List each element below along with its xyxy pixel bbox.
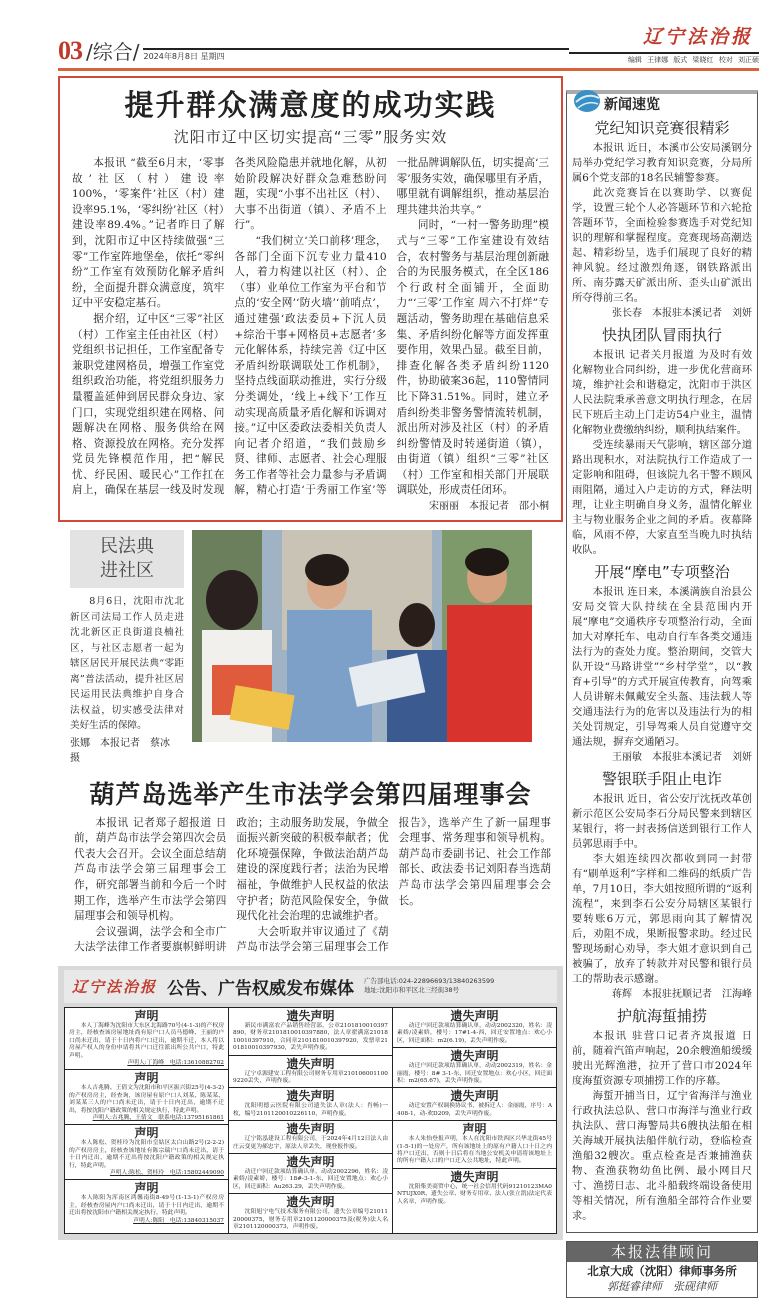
- header-left: [58, 36, 569, 66]
- notice-title: 遗失声明: [450, 1169, 499, 1184]
- law-firm: 北京大成（沈阳）律师事务所: [587, 1264, 737, 1278]
- ads-slogan: 公告、广告权威发布媒体: [167, 978, 355, 999]
- paragraph: 本报讯 “截至6月末，‘零事故’社区（村）建设率100%，‘零案件’社区（村）建设率95.1%，‘零纠纷’社区（村）建设率89.4%。”记者昨日了解到，沈阳市辽中区持续做强“三零”工作室阵地堡垒，依托“零纠纷”工作室有效预防化解矛盾纠纷，全面提升群众满意度，筑牢辽中平安稳定基石。: [72, 157, 225, 310]
- lead-headline: 提升群众满意度的成功实践: [124, 88, 497, 122]
- photo-title-line: 民法典: [100, 536, 154, 558]
- notice-signature: 声明人:吉兆腾、王倩文 联系电话:13795161861: [92, 1114, 224, 1121]
- photo-caption: 8月6日，沈阳市沈北新区司法局工作人员走进沈北新区正良街道良楠社区，与社区志愿者一起为辖区居民开展民法典“零距离”普法活动，提升社区居民运用民法典维护自身合法权益，切实感受法律对美好生活的保障。: [70, 596, 184, 732]
- notice-body: 沈阳明德云医院有限公司遗失法人章(法人：肖畅)一枚，编号2101120010226110，声明作废。: [233, 1103, 388, 1117]
- paragraph: 本报讯 连日来，本溪满族自治县公安局交管大队持续在全县范围内开展“摩电”交通秩序专项整治行动，全面加大对摩托车、电动自行车各类交通违法行为的查处力度。整治期间，交管大队开设“马路讲堂”“乡村学堂”，以“教育+引导”的方式开展宣传教育，向驾乘人员讲解未佩戴安全头盔、违法载人等交通违法行为的危害以及违法行为的相关处罚规定，引导驾乘人员自觉遵守交通法规，摒弃交通陋习。: [572, 586, 752, 748]
- paragraph: 海蜇开捕当日，辽宁省海洋与渔业行政执法总队、营口市海洋与渔业行政执法队、营口海警局共6艘执法船在相关海域开展执法船伴航行动，登临检查渔船32艘次。重点检查是否兼捕渔获物、查渔获物幼鱼比例、最小网目尺寸、渔捞日志、北斗船载终端设备使用等相关情况，所有渔船全部符合作业要求。: [572, 1090, 752, 1222]
- notice-body: 动迁户回迁款项结算确认单，动动2002296，姓名：凌素娇/凌素娇，楼号：18#-3-1-东，回迁安置地点：欢心小区，回迁面积：Au263.29，丢失声明作废。: [233, 1168, 388, 1190]
- brief-article: [572, 1006, 752, 1224]
- notice-body: 新民市满富农产品销售经营部，公章2101810010397890，财务章2101810010397880，法人章翟满富2101810010397910，合同章2101810010397920，发票章2101810010397930，丢失声明作废。: [233, 1022, 388, 1052]
- photo-feature-title: [70, 530, 184, 588]
- byline: 蒋辉 本报驻抚顺记者 江海峰: [612, 989, 752, 1000]
- news-brief-heading: 新闻速览: [604, 97, 660, 113]
- legal-advisor-heading: 本报法律顾问: [567, 1242, 757, 1262]
- paragraph: 本报讯 记者郑子超报道 日前，葫芦岛市法学会第四次会员代表大会召开。会议全面总结葫芦岛市法学会第三届理事会工作，研究部署当前和今后一个时期工作，选举产生市法学会第四届理事会和领导机构。: [74, 816, 227, 923]
- photo-feature: [58, 530, 563, 766]
- notices-column: [229, 1008, 393, 1234]
- notice: [65, 1070, 228, 1125]
- notice-body: 动迁安置产权调换协议书，被拆迁人：金丽霞，序号：A408-1，动-欢D209，丢失声明作废。: [397, 1103, 552, 1117]
- notice: [229, 1008, 392, 1056]
- paragraph: “我们树立‘关口前移’理念，各部门全面下沉专业力量410人，着力构建以社区（村）、企（事）业单位工作室为平台和节点的‘安全网’‘防火墙’‘前哨点’，通过建强‘政法委员+下沉人员+综治干事+网格员+志愿者’多元化解体系，持续完善《辽中区矛盾纠纷联调联处工作机制》，坚持点线面联动推进，实行分级分类调处，‘线上+线下’工作互动实现高质量矛盾化解和诉调对接。”辽中区委政法委相关负责人向记者介绍道，“我们鼓励乡贤、律师、志愿者、社会心理服务工作者等社会力量参与矛盾调解，精心打造‘于秀丽工作室’等一批品牌调解队伍，切实提高‘三零’服务实效，确保哪里有矛盾，哪里就有调解组织，推动基层治理共建共治共享。”: [234, 157, 549, 497]
- second-headline: 葫芦岛选举产生市法学会第四届理事会: [89, 779, 532, 809]
- notice: [393, 1121, 556, 1169]
- paragraph: 受连续暴雨天气影响，辖区部分道路出现积水，对法院执行工作造成了一定影响和阻碍，但该院九名干警不顾风雨阻隔，通过入户走访的方式，释法明理，让业主明确自身义务，温情化解业主与物业服务企业之间的矛盾。夜幕降临，风雨不停，大家直至当晚九时执结收队。: [572, 439, 752, 556]
- notice: [229, 1121, 392, 1154]
- notice-body: 动迁户回迁款项结算确认单，动动2002319，姓名：金丽霞，楼号：8# 3-1-东，回迁安置地点：欢心小区，回迁面积：m2(65.67)，丢失声明作废。: [397, 1063, 553, 1084]
- notice-body: 辽宁铭泓建设工程有限公司，于2024年4月12日法人由庄云变更为郝忠宇，原法人章丢失，现登报作废。: [233, 1136, 388, 1150]
- lead-article-body: [72, 156, 549, 514]
- lead-article-frame: [58, 76, 563, 522]
- news-brief-column: [572, 118, 752, 1224]
- brief-title: 护航海蜇捕捞: [616, 1007, 707, 1025]
- editors-credit: 编辑 王律娜 版式 梁晓红 校对 刘正硕: [627, 56, 759, 64]
- notices-column: [393, 1008, 556, 1234]
- brief-article: [572, 562, 752, 765]
- second-article-body: [58, 812, 563, 956]
- notice-body: 动迁户回迁款项结算确认单，动动2002320，姓名：凌素娇/凌素娇，楼号：17#1-4-西，回迁安置地点：欢心小区，回迁面积：m2(6.19)，丢失声明作废。: [397, 1022, 552, 1044]
- notice-body: 本人丁海峰为沈阳市大东区北海路70号(4-1-3)的产权房房主，经核查该房屋地址尚有原户口人员马德峰、王丽的户口尚未迁出，请于十日内将户口迁出，逾期不迁，本人将以房屋产权人的身份申请将其户口迁往派出所公共户口，特此声明。: [69, 1022, 224, 1059]
- paragraph: 本报讯 近日，本溪市公安局溪钢分局举办党纪学习教育知识竞赛，分局所属6个党支部的18名民辅警参赛。: [572, 142, 752, 184]
- paragraph: 会议强调，法学会和全市广大法学法律工作者要旗帜鲜明讲政治；主动服务助发展，争做全面振兴新突破的积极奉献者；优化环境强保障，争做法治葫芦岛建设的深度践行者；法治为民增福祉，争做维护人民权益的依法守护者；防范风险保安全，争做现代化社会治理的忠诚维护者。: [74, 816, 389, 954]
- paragraph: 本报讯 记者关月报道 为及时有效化解物业合同纠纷，进一步优化营商环境，维护社会和谐稳定，沈阳市于洪区人民法院秉承善意文明执行理念，在居民下班后主动上门走访54户业主，温情化解物业费缴纳纠纷，顺利执结案件。: [572, 349, 752, 436]
- brief-title: 快执团队冒雨执行: [601, 326, 722, 344]
- notice-body: 本人陈松、贺桂玲为沈阳市皇姑区太白山路2号(2-2-2)的产权房房主，经核查该地址有陈宗瑞户口尚未迁出，请于十日内迁出，逾期不迁出将按沈阳户籍政策的相关规定执行，特此声明。: [69, 1140, 224, 1169]
- legal-advisor-box: [566, 1241, 758, 1298]
- byline: 宋丽丽 本报记者 邵小桐: [428, 501, 549, 513]
- notice-title: 遗失声明: [450, 1008, 499, 1023]
- header-rule: [143, 48, 569, 62]
- ads-section: [58, 966, 563, 1241]
- ads-contact: [364, 977, 494, 995]
- paragraph: 本报讯 近日，省公安厅沈抚改革创新示范区公安局李石分局民警来到辖区某银行，将一封表扬信送到银行工作人员郭思雨手中。: [572, 793, 752, 850]
- lead-subheadline: 沈阳市辽中区切实提高“三零”服务实效: [173, 128, 448, 146]
- notice: [229, 1088, 392, 1121]
- notice-title: 遗失声明: [286, 1154, 335, 1169]
- globe-icon: [572, 88, 602, 114]
- notice-title: 遗失声明: [286, 1008, 335, 1023]
- ads-address: 地址:沈阳市和平区北三经街38号: [364, 986, 459, 995]
- notice: [229, 1056, 392, 1089]
- section-name: /综合/: [86, 40, 140, 64]
- notice-signature: 声明人:陈阳 电话:13840315037: [133, 1217, 224, 1224]
- paragraph: 李大姐连续四次都收到同一封带有“刷单返利”字样和二维码的纸质广告单，7月10日，李大姐按照所谓的“返利流程”，来到李石公安分局辖区某银行要转账6万元，郭思雨向其了解情况后，劝阻不成，果断报警求助。经过民警现场耐心劝导，李大姐才意识到自己被骗了，放弃了转款并对民警和银行员工的帮助表示感谢。: [572, 853, 752, 985]
- lawyers: 郭挺睿律师 张砚律师: [607, 1280, 717, 1293]
- notices-column: [65, 1008, 229, 1234]
- issue-date: 2024年8月8日 星期四: [143, 52, 225, 61]
- news-brief-title: [572, 82, 752, 114]
- notice-body: 本人朱怡登报声明，本人在沈阳市铁西区兴华北街45号(1-5-1)的一处房产，所有该地址上的原有户籍人口十日之内将户口迁出，否则十日后将在当地公安机关申请将该地址上的所有户籍人口的户口迁入公共地址，特此声明。: [397, 1136, 552, 1165]
- notice-body: 沈阳旭宁电气技术服务有限公司，遗失公章编号2101120000375，财务专用章2101120000375及(税务)法人名章2101120000373，声明作废。: [233, 1209, 388, 1230]
- brief-title: 党纪知识竞赛很精彩: [594, 119, 730, 137]
- notice: [65, 1180, 228, 1233]
- brief-article: [572, 325, 752, 558]
- notice-title: 遗失声明: [286, 1089, 335, 1104]
- notice: [229, 1154, 392, 1194]
- notice-body: 沈阳柴美商贸中心，统一社会信用代码91210123MA0NTUJX0R，遗失公章、财务专用章、法人(张立凯)法定代表人名章，声明作废。: [397, 1183, 552, 1205]
- notice: [393, 1008, 556, 1048]
- notice-title: 声明: [134, 1008, 159, 1023]
- page-number: 03: [58, 36, 82, 65]
- brief-title: 警银联手阻止电诈: [601, 770, 722, 788]
- notice-title: 声明: [462, 1122, 487, 1137]
- news-brief-frame: [566, 90, 758, 1233]
- ads-phone: 广告部电话:024-22896693/13840263599: [364, 977, 495, 986]
- notice-body: 本人吉兆腾、王倩文为沈阳市和平区振兴街25号(4-3-2)的产权房房主，经查询，该房屋有原户口人刘某、陈某某、刘某某三人的户口尚未迁出，请于十日内迁出，逾期不迁出，将按沈阳户籍政策的相关规定执行，特此声明。: [69, 1085, 224, 1114]
- notice-title: 遗失声明: [286, 1195, 335, 1210]
- notices-grid: [64, 1007, 557, 1235]
- header-right: [569, 26, 759, 66]
- paragraph: 大会听取并审议通过了《葫芦岛市法学会第三届理事会工作报告》，选举产生了新一届理事会理事、常务理事和领导机构。葫芦岛市委副书记、社会工作部部长、政法委书记刘阳春当选葫芦岛市法学会第四届理事会会长。: [236, 816, 551, 954]
- brief-title: 开展“摩电”专项整治: [594, 563, 730, 581]
- notice-body: 辽宁卓源建安工程有限公司财务专用章2101060011009220丢失，声明作废。: [233, 1070, 388, 1084]
- page-content: [58, 76, 759, 1298]
- notice-body: 本人陈阳为浑南区鸿馨南街8-49号(1-13-1)产权房房主，经核查房屋内户口尚未迁出，请于十日内迁出，逾期不迁出将按沈阳市户籍相关规定执行，特此声明。: [69, 1195, 224, 1217]
- notice-title: 声明: [134, 1126, 159, 1141]
- notice-signature: 声明人:丁海峰 电话:13610882702: [127, 1059, 224, 1066]
- photo-feature-text: [58, 530, 184, 766]
- header-red-rule: [58, 68, 759, 71]
- page-header: [58, 24, 759, 66]
- main-column: [58, 76, 563, 1240]
- notice-title: 声明: [134, 1071, 159, 1086]
- ads-logo: 辽宁法治报: [72, 977, 158, 996]
- notice-signature: 声明人:陈松、贺桂玲 电话:15802449090: [109, 1170, 224, 1176]
- brief-article: [572, 118, 752, 321]
- notice: [393, 1048, 556, 1088]
- notice-title: 遗失声明: [450, 1089, 499, 1104]
- byline: 王丽敏 本报驻本溪记者 刘妍: [612, 752, 752, 763]
- news-photo: [192, 530, 532, 742]
- notice-title: 遗失声明: [286, 1056, 335, 1071]
- right-column: [566, 76, 758, 1298]
- byline: 张长春 本报驻本溪记者 刘妍: [612, 308, 752, 319]
- photo-credit: 张娜 本报记者 蔡冰 摄: [70, 737, 180, 764]
- paragraph: 同时，“一村一警务助理”模式与“三零”工作室建设有效结合，农村警务与基层治理创新融合的为民服务模式，在全区186个行政村全面铺开，全面助力“‘三零’工作室 周六不打烊”专题活动，警务助理在基础信息采集、矛盾纠纷化解等方面发挥重要作用，效果凸显。截至目前，排查化解各类矛盾纠纷1120件，协助破案36起，110警情同比下降31.51%。同时，建立矛盾纠纷类非警务警情流转机制，派出所对涉及社区（村）的矛盾纠纷警情及时转递街道（镇），由街道（镇）组织“三零”社区（村）工作室和相关部门开展联调联处，形成责任闭环。: [396, 219, 549, 497]
- notice: [393, 1088, 556, 1121]
- ads-header: [64, 970, 557, 1003]
- notice-title: 声明: [134, 1181, 159, 1196]
- photo-title-line: 进社区: [100, 560, 154, 582]
- notice: [393, 1169, 556, 1234]
- paragraph: 此次竞赛旨在以赛助学、以赛促学，设置三轮个人必答题环节和六轮抢答题环节，全面检验参赛选手对党纪知识的理解和掌握程度。竞赛现场高潮迭起、精彩纷呈，选手们展现了良好的精神风貌。经过激烈角逐，钢铁路派出所、南芬露天矿派出所、歪头山矿派出所夺得前三名。: [572, 187, 752, 304]
- notice-title: 遗失声明: [450, 1049, 499, 1064]
- paragraph: 据介绍，辽中区“三零”社区（村）工作室主任由社区（村）党组织书记担任，工作室配备专兼职党建网格员，增强工作室党组织政治功能，将党组织服务力量覆盖延伸到居民群众身边、家门口，实现党组织建在网格、问题解决在网格、服务供给在网格、资源投放在网格。充分发挥党员先锋模范作用，把“解民忧、纾民困、暖民心”工作扛在肩上，确保在基层一线及时发现各类风险隐患并就地化解，从初始阶段解决好群众急难愁盼问题，实现“小事不出社区（村）、大事不出街道（镇）、矛盾不上行”。: [72, 157, 387, 497]
- notice: [229, 1194, 392, 1233]
- paragraph: 本报讯 驻营口记者齐岚报道 日前，随着汽笛声响起，20余艘渔船缓缓驶出光辉渔港，拉开了营口市2024年度海蜇资源专项捕捞工作的序幕。: [572, 1030, 752, 1087]
- brief-article: [572, 769, 752, 1002]
- notice-title: 遗失声明: [286, 1122, 335, 1137]
- notice: [65, 1008, 228, 1070]
- masthead-logo: 辽宁法治报: [642, 26, 753, 48]
- notice: [65, 1125, 228, 1180]
